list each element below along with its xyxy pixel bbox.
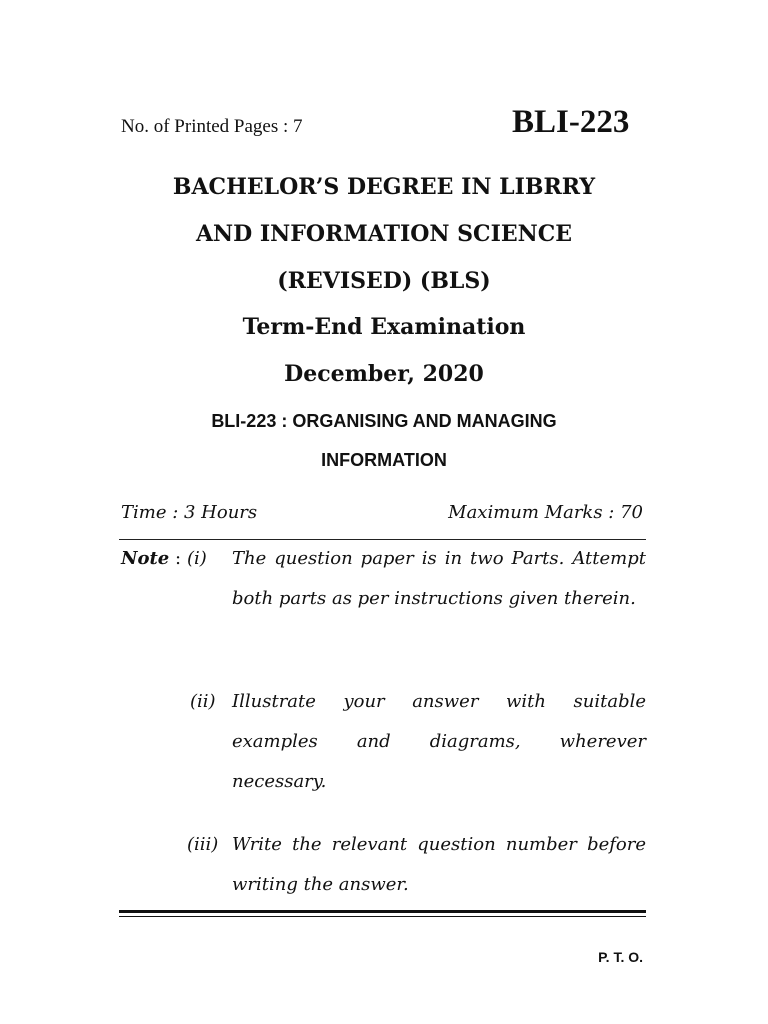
subject-title-line-1: BLI-223 : ORGANISING AND MANAGING	[211, 411, 557, 431]
note-item-number: (iii)	[187, 834, 219, 855]
note-item-text: Write the relevant question number before writing the answer.	[232, 834, 646, 895]
note-item-number: (i)	[187, 548, 207, 569]
maximum-marks: Maximum Marks : 70	[448, 502, 643, 523]
printed-pages-count: No. of Printed Pages : 7	[121, 116, 303, 137]
note-label: Note :	[121, 548, 182, 569]
degree-title-line-1: BACHELOR’S DEGREE IN LIBRRY	[172, 174, 596, 200]
please-turn-over: P. T. O.	[598, 949, 643, 965]
footer-divider-thick	[119, 910, 646, 913]
exam-date: December, 2020	[284, 361, 484, 387]
exam-title: Term-End Examination	[242, 314, 526, 340]
note-item-text: The question paper is in two Parts. Attempt both parts as per instructions given therein.	[232, 548, 646, 609]
note-item-number: (ii)	[190, 691, 216, 712]
degree-title-line-2: AND INFORMATION SCIENCE	[195, 221, 573, 247]
subject-title-line-2: INFORMATION	[321, 450, 447, 470]
footer-divider-thin	[119, 916, 646, 917]
degree-title-line-3: (REVISED) (BLS)	[277, 268, 491, 294]
note-item-text: Illustrate your answer with suitable examples and diagrams, wherever necessary.	[232, 691, 646, 792]
exam-duration: Time : 3 Hours	[121, 502, 258, 523]
paper-code: BLI-223	[512, 104, 630, 140]
